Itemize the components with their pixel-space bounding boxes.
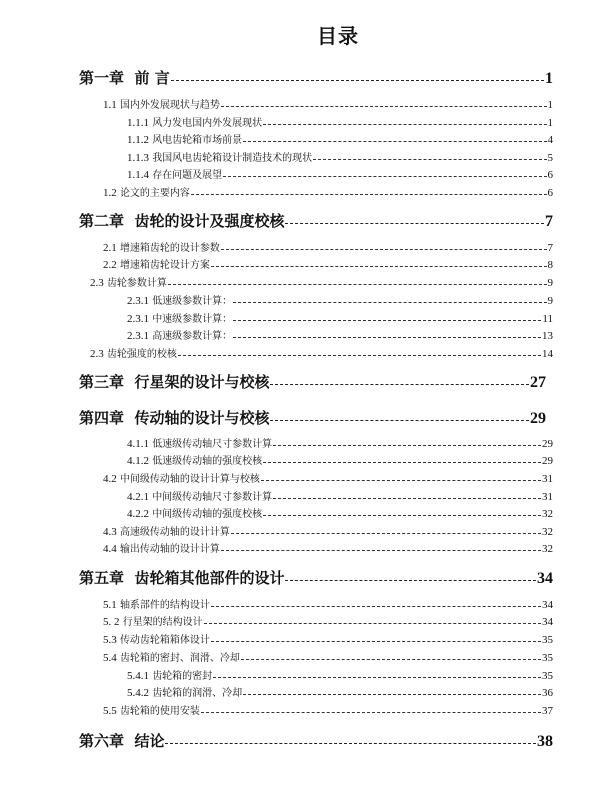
entry-spacer <box>124 69 134 87</box>
entry-label <box>103 541 220 557</box>
page-number: 5 <box>547 152 553 164</box>
entry-number: 2.3.1 <box>127 295 149 307</box>
entry-label <box>127 150 312 166</box>
entry-label <box>127 436 272 452</box>
dot-leader <box>165 743 536 744</box>
entry-number: 2.3.1 <box>127 313 149 325</box>
toc-chapter-entry[interactable] <box>79 567 553 589</box>
entry-number: 2.3 <box>90 348 104 360</box>
page-number: 4 <box>547 134 553 146</box>
entry-label <box>127 311 232 327</box>
entry-title: 齿轮的设计及强度校核 <box>134 212 285 230</box>
dot-leader <box>263 515 541 516</box>
toc-section-entry[interactable] <box>103 703 553 719</box>
page-number: 34 <box>542 616 553 628</box>
page-number: 35 <box>542 670 553 682</box>
entry-label <box>103 703 200 719</box>
dot-leader <box>263 124 546 125</box>
entry-number: 4.1.1 <box>127 438 149 450</box>
entry-label <box>103 471 260 487</box>
entry-label <box>103 597 210 613</box>
entry-label <box>90 346 177 362</box>
toc-section-entry[interactable] <box>127 115 553 131</box>
page-number: 6 <box>547 169 553 181</box>
entry-label <box>127 167 222 183</box>
page-number: 32 <box>542 508 553 520</box>
entry-number: 2.3.1 <box>127 330 149 342</box>
dot-leader <box>233 337 541 338</box>
entry-title: 输出传动轴的设计计算 <box>119 544 220 555</box>
entry-number: 1.1 <box>103 99 117 111</box>
dot-leader <box>231 533 541 534</box>
page-number: 11 <box>542 313 553 325</box>
dot-leader <box>211 266 547 267</box>
entry-label <box>103 632 210 648</box>
entry-label <box>127 489 272 505</box>
entry-number: 第四章 <box>79 409 125 427</box>
entry-title: 中速级参数计算： <box>152 314 233 325</box>
entry-number: 2.1 <box>103 242 117 254</box>
entry-label <box>127 668 212 684</box>
entry-number: 2.3 <box>90 277 104 289</box>
entry-title: 齿轮箱其他部件的设计 <box>134 569 285 587</box>
entry-label <box>90 275 167 291</box>
dot-leader <box>221 249 547 250</box>
entry-number: 5.4.2 <box>127 687 149 699</box>
entry-number: 1.2 <box>103 187 117 199</box>
entry-number: 4.1.2 <box>127 455 149 467</box>
entry-number: 第三章 <box>79 373 125 391</box>
entry-title: 齿轮箱的润滑、冷却 <box>152 688 243 699</box>
entry-label <box>79 407 269 429</box>
entry-title: 高速级传动轴的设计计算 <box>119 527 230 538</box>
dot-leader <box>285 223 544 224</box>
entry-title: 行星架的设计与校核 <box>134 373 270 391</box>
dot-leader <box>285 580 536 581</box>
dot-leader <box>221 550 541 551</box>
entry-title: 中间级传动轴的强度校核 <box>152 509 263 520</box>
page-number: 9 <box>547 277 553 289</box>
entry-spacer <box>124 569 134 587</box>
toc-chapter-entry[interactable] <box>79 407 546 429</box>
entry-title: 低速级参数计算： <box>152 296 233 307</box>
entry-number: 1.1.2 <box>127 134 149 146</box>
page-number: 38 <box>537 733 553 750</box>
page-number: 32 <box>542 526 553 538</box>
toc-chapter-entry[interactable] <box>79 67 553 89</box>
page-number: 32 <box>542 543 553 555</box>
entry-title: 行星架的结构设计 <box>122 617 203 628</box>
toc-section-entry[interactable] <box>127 167 553 183</box>
toc-section-entry[interactable] <box>127 506 553 522</box>
entry-number: 4.2.1 <box>127 491 149 503</box>
entry-title: 高速级参数计算： <box>152 331 233 342</box>
entry-title: 轴系部件的结构设计 <box>119 600 210 611</box>
dot-leader <box>191 194 547 195</box>
page-number: 35 <box>542 634 553 646</box>
toc-section-entry[interactable] <box>127 489 553 505</box>
dot-leader <box>243 141 546 142</box>
dot-leader <box>211 606 541 607</box>
entry-label <box>103 614 203 630</box>
dot-leader <box>213 677 541 678</box>
dot-leader <box>201 712 541 713</box>
entry-title: 中间级传动轴的设计计算与校核 <box>119 474 260 485</box>
page-number: 14 <box>542 348 553 360</box>
page-number: 34 <box>537 570 553 587</box>
entry-title: 中间级传动轴尺寸参数计算 <box>152 492 273 503</box>
toc-chapter-entry[interactable] <box>79 730 553 752</box>
entry-title: 齿轮箱的密封、润滑、冷却 <box>119 653 240 664</box>
dot-leader <box>221 106 547 107</box>
toc-section-entry[interactable] <box>103 185 553 201</box>
entry-label <box>103 257 210 273</box>
entry-label <box>79 371 269 393</box>
toc-chapter-entry[interactable] <box>79 371 546 393</box>
dot-leader <box>270 420 529 421</box>
entry-title: 齿轮强度的校核 <box>106 349 177 360</box>
toc-section-entry[interactable] <box>127 685 553 701</box>
dot-leader <box>178 355 541 356</box>
entry-number: 1.1.4 <box>127 169 149 181</box>
toc-section-entry[interactable] <box>127 328 553 344</box>
entry-number: 第五章 <box>79 569 125 587</box>
toc-section-entry[interactable] <box>103 650 553 666</box>
entry-label <box>127 685 242 701</box>
page-number: 7 <box>547 242 553 254</box>
toc-section-entry[interactable] <box>103 97 553 113</box>
entry-spacer <box>124 732 134 750</box>
dot-leader <box>204 623 541 624</box>
toc-section-entry[interactable] <box>103 632 553 648</box>
dot-leader <box>241 659 541 660</box>
dot-leader <box>168 284 547 285</box>
entry-label <box>127 506 262 522</box>
entry-number: 5.4.1 <box>127 670 149 682</box>
entry-number: 4.2 <box>103 473 117 485</box>
entry-label <box>103 650 240 666</box>
page-number: 13 <box>542 330 553 342</box>
page-number: 8 <box>547 259 553 271</box>
toc-section-entry[interactable] <box>103 541 553 557</box>
entry-number: 5.1 <box>103 599 117 611</box>
entry-number: 2.2 <box>103 259 117 271</box>
entry-label <box>79 730 164 752</box>
entry-title: 国内外发展现状与趋势 <box>119 100 220 111</box>
entry-title: 低速级传动轴的强度校核 <box>152 456 263 467</box>
entry-title: 传动齿轮箱箱体设计 <box>119 635 210 646</box>
entry-label <box>79 67 170 89</box>
dot-leader <box>233 302 546 303</box>
toc-section-entry[interactable] <box>127 150 553 166</box>
page-number: 37 <box>542 705 553 717</box>
toc-section-entry[interactable] <box>127 453 553 469</box>
entry-number: 第一章 <box>79 69 125 87</box>
toc-section-entry[interactable] <box>127 436 553 452</box>
entry-label <box>103 185 190 201</box>
entry-number: 1.1.3 <box>127 152 149 164</box>
entry-title: 结论 <box>134 732 165 750</box>
toc-section-entry[interactable] <box>103 614 553 630</box>
page-number: 29 <box>530 410 546 427</box>
entry-title: 增速箱齿轮设计方案 <box>119 260 210 271</box>
entry-number: 第六章 <box>79 732 125 750</box>
page-number: 1 <box>545 70 553 87</box>
entry-label <box>127 328 232 344</box>
entry-title: 齿轮箱的使用安装 <box>119 706 200 717</box>
toc-section-entry[interactable] <box>103 257 553 273</box>
page-number: 35 <box>542 652 553 664</box>
entry-title: 齿轮箱的密封 <box>152 671 213 682</box>
page-number: 31 <box>542 491 553 503</box>
entry-title: 我国风电齿轮箱设计制造技术的现状 <box>152 153 313 164</box>
toc-section-entry[interactable] <box>90 275 553 291</box>
dot-leader <box>171 80 544 81</box>
entry-label <box>103 524 230 540</box>
toc-section-entry[interactable] <box>127 311 553 327</box>
entry-number: 4.4 <box>103 543 117 555</box>
page-number: 9 <box>547 295 553 307</box>
dot-leader <box>313 159 546 160</box>
entry-label <box>127 453 262 469</box>
toc-section-entry[interactable] <box>127 293 553 309</box>
entry-title: 低速级传动轴尺寸参数计算 <box>152 439 273 450</box>
dot-leader <box>263 462 541 463</box>
toc-title: 目录 <box>317 24 359 48</box>
dot-leader <box>270 384 529 385</box>
entry-spacer <box>124 212 134 230</box>
dot-leader <box>233 320 541 321</box>
page-number: 27 <box>530 374 546 391</box>
dot-leader <box>223 176 546 177</box>
toc-chapter-entry[interactable] <box>79 210 553 232</box>
entry-label <box>79 567 284 589</box>
page-number: 1 <box>547 117 553 129</box>
entry-title: 风电齿轮箱市场前景 <box>152 135 243 146</box>
toc-section-entry[interactable] <box>90 346 553 362</box>
entry-label <box>127 293 232 309</box>
page-number: 1 <box>547 99 553 111</box>
toc-section-entry[interactable] <box>103 471 553 487</box>
entry-label <box>103 97 220 113</box>
entry-title: 增速箱齿轮的设计参数 <box>119 243 220 254</box>
page-number: 36 <box>542 687 553 699</box>
page-number: 29 <box>542 438 553 450</box>
page-number: 31 <box>542 473 553 485</box>
toc-section-entry[interactable] <box>127 132 553 148</box>
entry-title: 风力发电国内外发展现状 <box>152 118 263 129</box>
entry-title: 存在问题及展望 <box>152 170 223 181</box>
entry-number: 5.5 <box>103 705 117 717</box>
toc-section-entry[interactable] <box>103 240 553 256</box>
entry-number: 1.1.1 <box>127 117 149 129</box>
entry-title: 论文的主要内容 <box>119 188 190 199</box>
entry-label <box>103 240 220 256</box>
entry-title: 前 言 <box>134 69 170 87</box>
page-number: 29 <box>542 455 553 467</box>
dot-leader <box>243 694 541 695</box>
entry-label <box>127 132 242 148</box>
page-number: 34 <box>542 599 553 611</box>
toc-section-entry[interactable] <box>103 597 553 613</box>
toc-section-entry[interactable] <box>127 668 553 684</box>
entry-title: 传动轴的设计与校核 <box>134 409 270 427</box>
entry-title: 齿轮参数计算 <box>106 278 167 289</box>
page-number: 7 <box>545 213 553 230</box>
entry-label <box>127 115 262 131</box>
entry-number: 4.3 <box>103 526 117 538</box>
entry-label <box>79 210 284 232</box>
toc-section-entry[interactable] <box>103 524 553 540</box>
dot-leader <box>273 445 541 446</box>
entry-number: 5.4 <box>103 652 117 664</box>
entry-spacer <box>124 409 134 427</box>
entry-number: 5. 2 <box>103 616 120 628</box>
entry-spacer <box>124 373 134 391</box>
entry-number: 5.3 <box>103 634 117 646</box>
dot-leader <box>211 641 541 642</box>
page-number: 6 <box>547 187 553 199</box>
dot-leader <box>273 498 541 499</box>
entry-number: 第二章 <box>79 212 125 230</box>
dot-leader <box>261 480 541 481</box>
entry-number: 4.2.2 <box>127 508 149 520</box>
